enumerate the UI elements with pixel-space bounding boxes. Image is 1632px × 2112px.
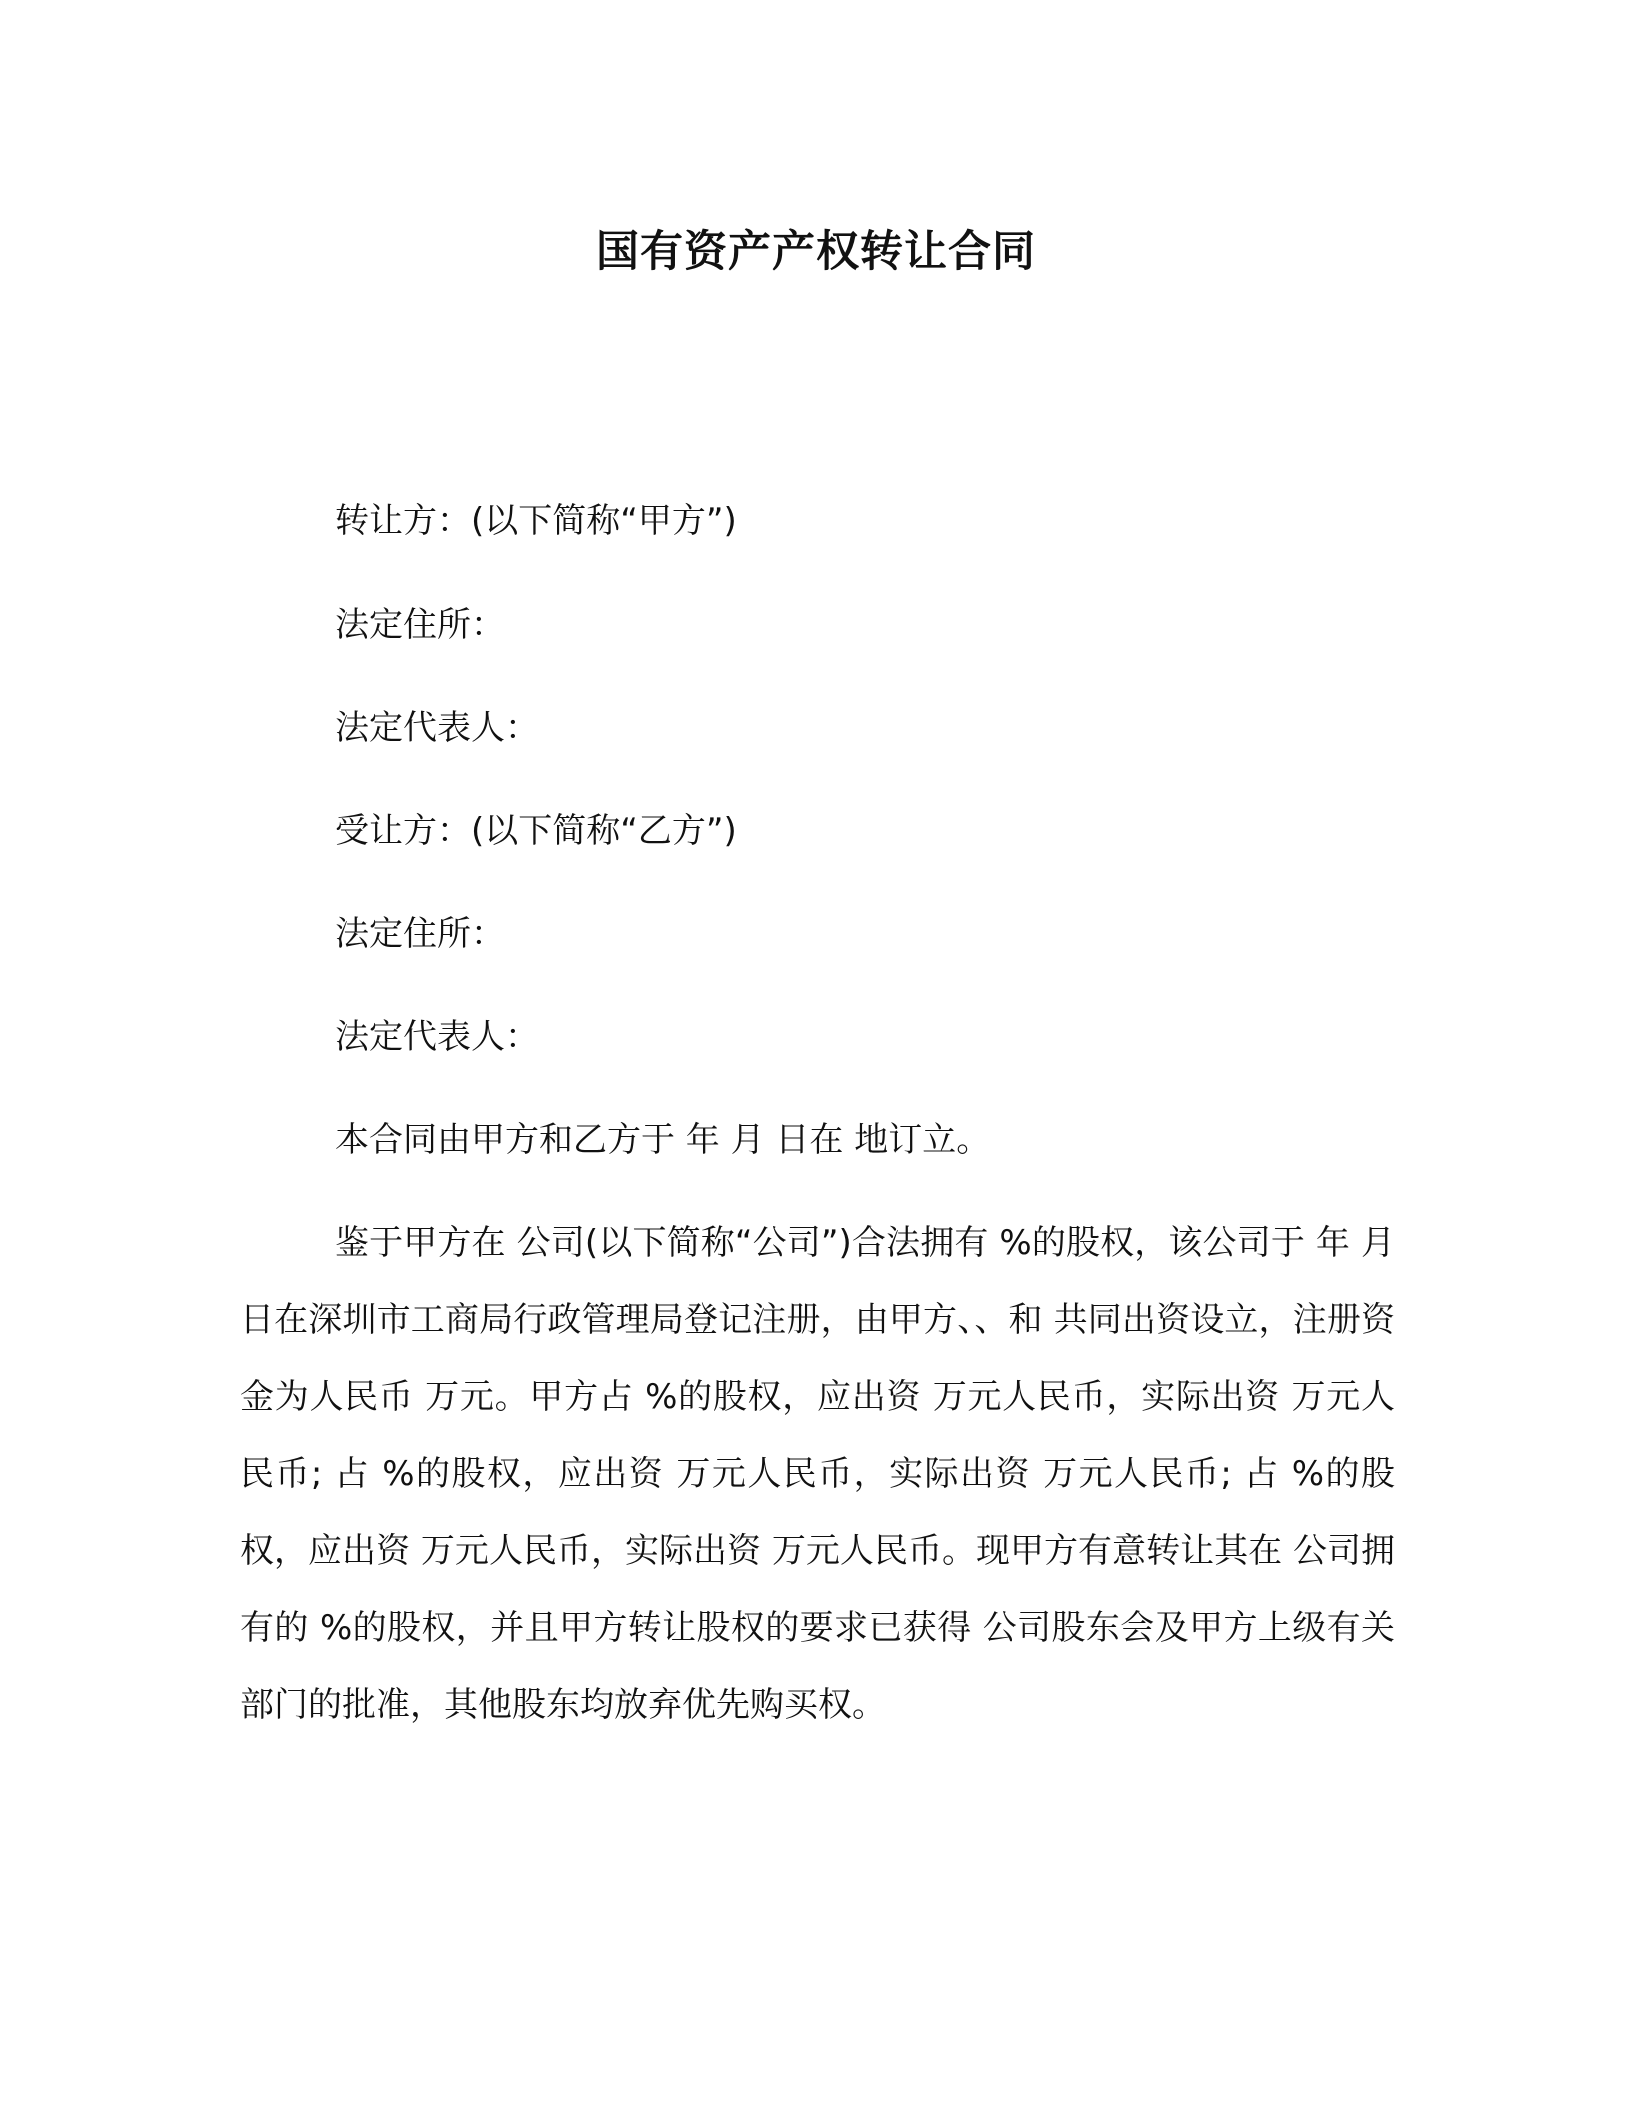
transferor-representative-line: 法定代表人：: [335, 708, 539, 748]
transferee-representative-line: 法定代表人：: [335, 1017, 539, 1057]
transferor-line: 转让方：(以下简称“甲方”): [335, 501, 737, 541]
document-title: 国有资产产权转让合同: [596, 227, 1036, 277]
recital-paragraph: 鉴于甲方在 公司(以下简称“公司”)合法拥有 %的股权，该公司于 年 月 日在深圳市工商局行政管理局登记注册，由甲方、、和 共同出资设立，注册资金为人民币 万元。甲方占 %的股权，应出资 万元人民币，实际出资 万元人民币; 占 %的股权，应出资 万元人民币，实际出资 万元人民币; 占 %的股权，应出资 万元人民币，实际出资 万元人民币。现甲方有意转让其在 公司拥有的 %的股权，并且甲方转让股权的要求已获得 公司股东会及甲方上级有关部门的批准，其他股东均放弃优先购买权。: [240, 1223, 1395, 1725]
transferee-address-line: 法定住所：: [335, 914, 505, 954]
transferor-address-line: 法定住所：: [335, 605, 505, 645]
transferee-line: 受让方：(以下简称“乙方”): [335, 811, 737, 851]
contract-signing-line: 本合同由甲方和乙方于 年 月 日在 地订立。: [335, 1120, 991, 1160]
